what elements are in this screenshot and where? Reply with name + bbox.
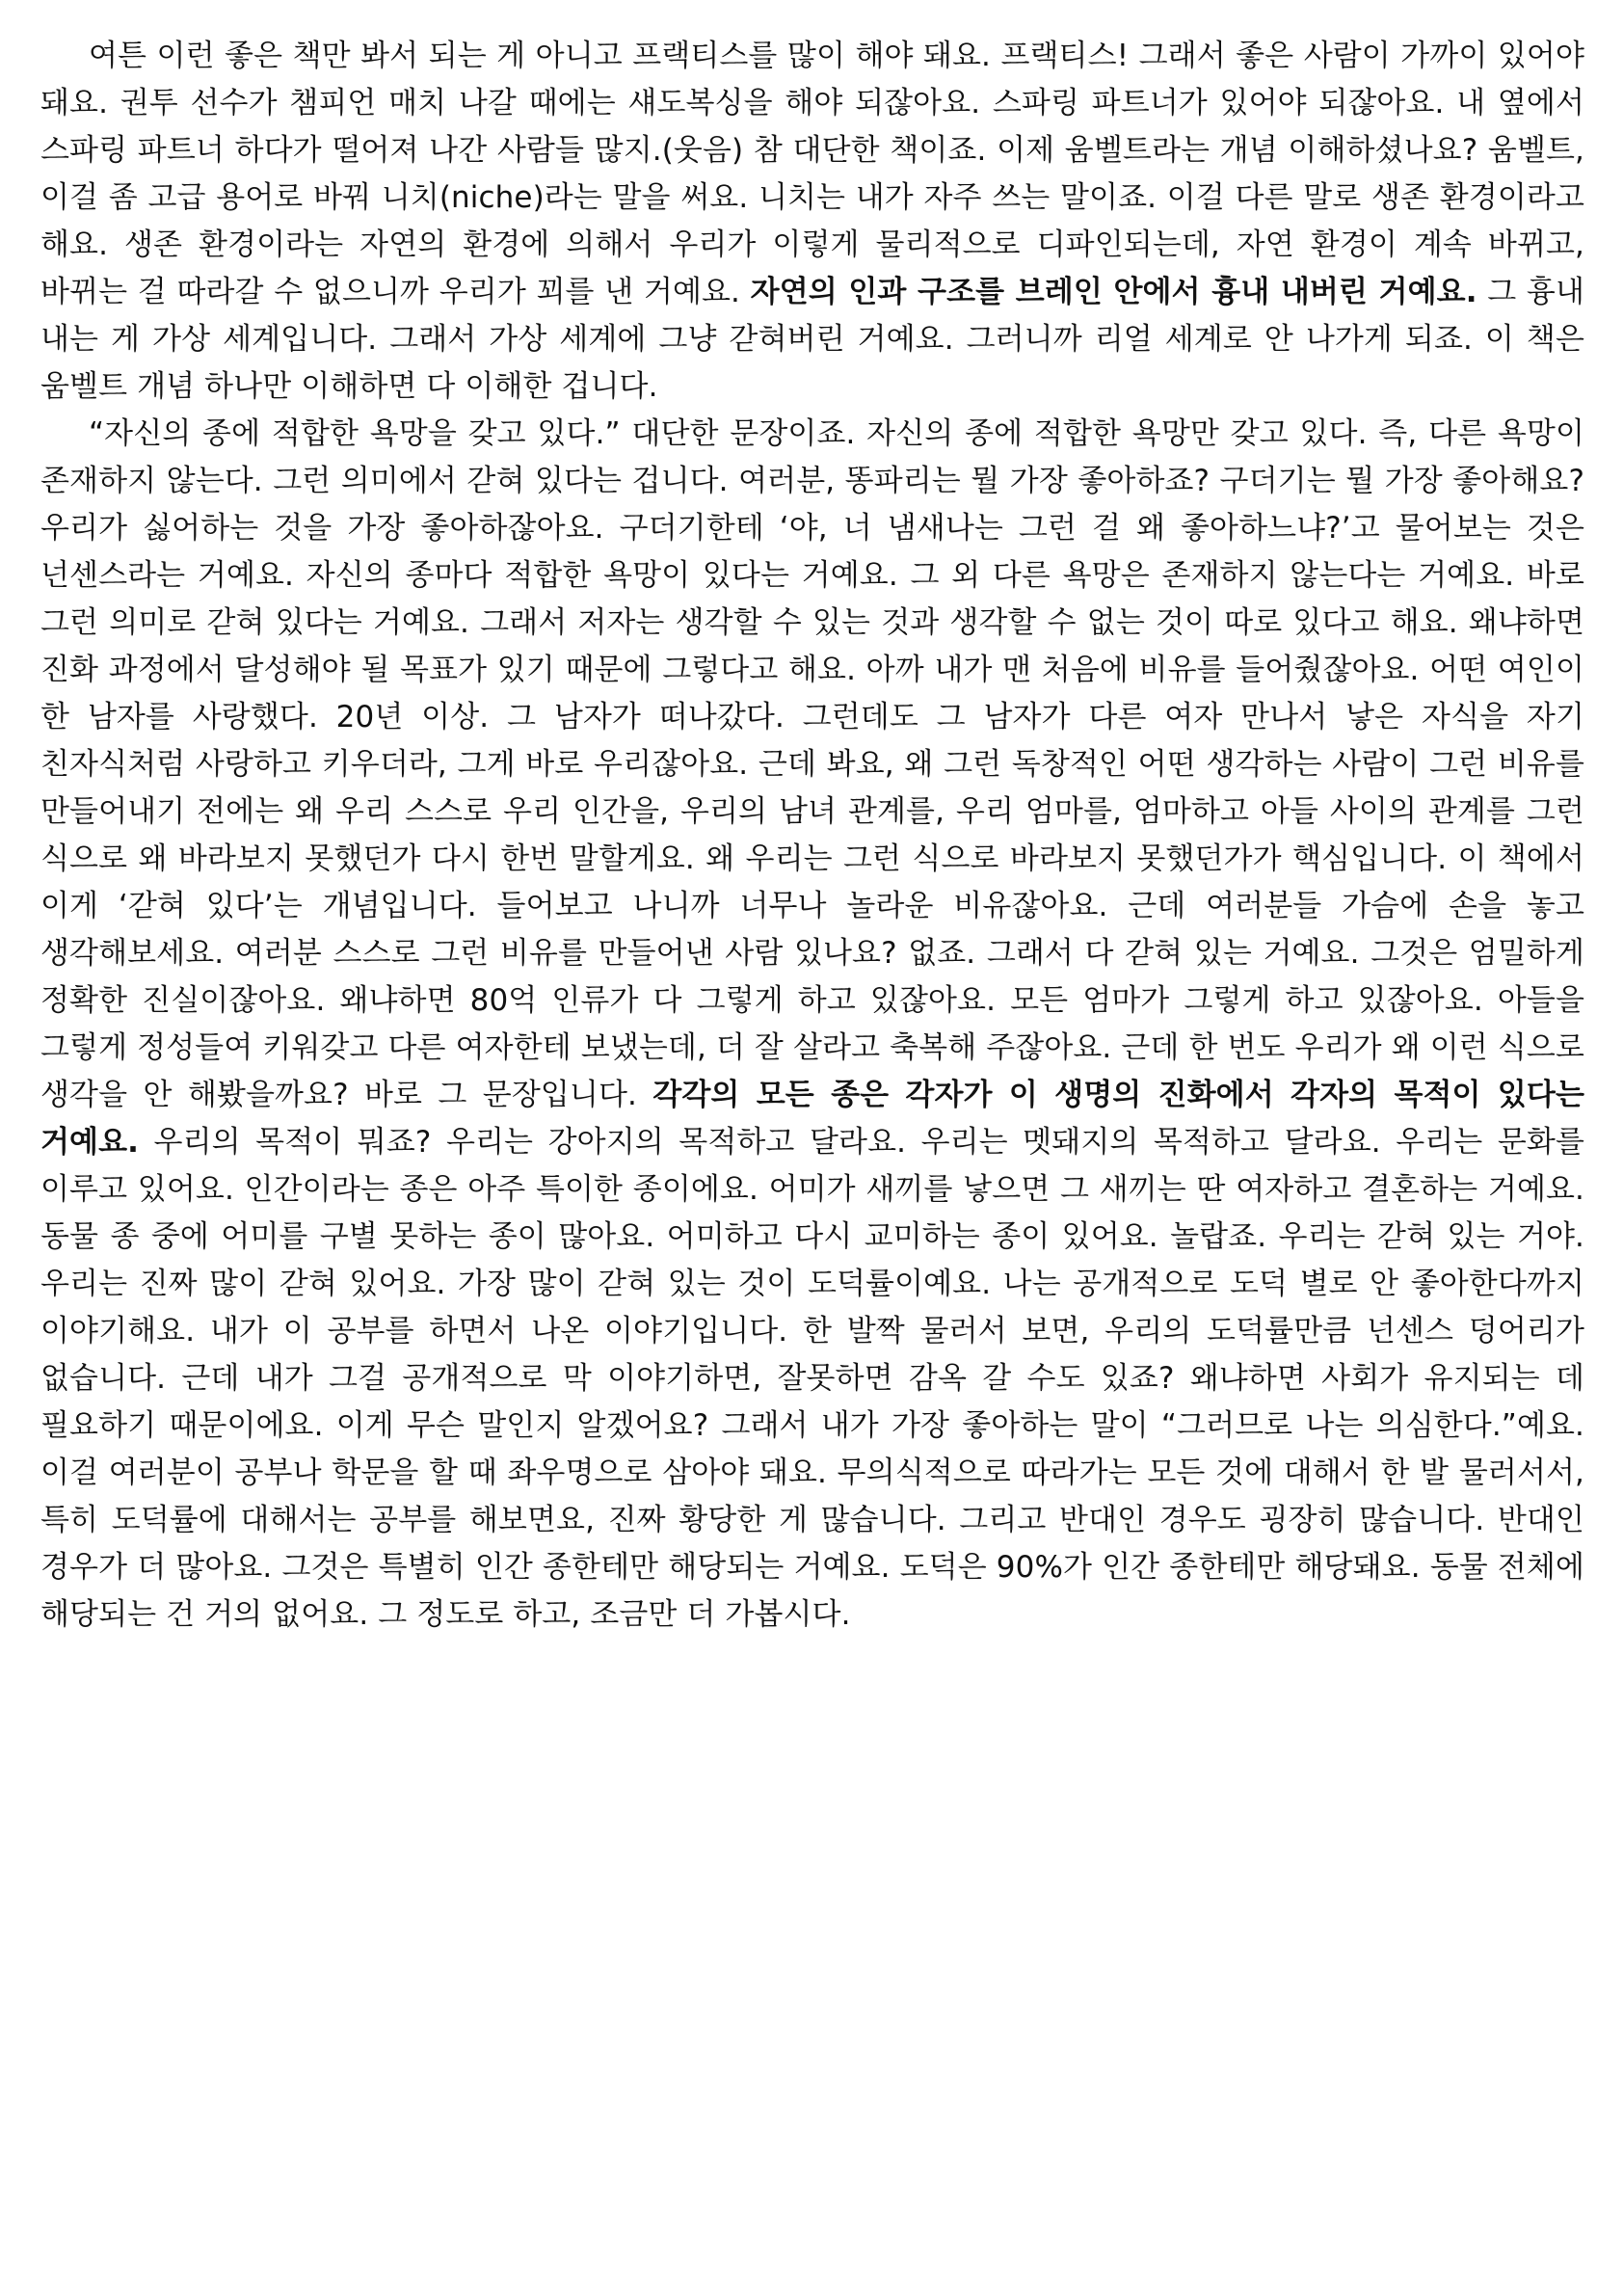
paragraph-text: 그 흉내 내는 게 가상 세계입니다. 그래서 가상 세계에 그냥 갇혀버린 거예요. 그러니까 리얼 세계로 안 나가게 되죠. 이 책은 움벨트 개념 하나만 이해하면 다 이해한 겁니다. xyxy=(40,275,1584,404)
paragraph-species-desire xyxy=(40,411,1584,1639)
paragraph-umwelt xyxy=(40,33,1584,411)
bold-emphasis-text: 각각의 모든 종은 각자가 이 생명의 진화에서 각자의 목적이 있다는 거예요. xyxy=(40,1078,1584,1160)
paragraph-text: 여튼 이런 좋은 책만 봐서 되는 게 아니고 프랙티스를 많이 해야 돼요. 프랙티스! 그래서 좋은 사람이 가까이 있어야 돼요. 권투 선수가 챔피언 매치 나갈 때에는 섀도복싱을 해야 되잖아요. 스파링 파트너가 있어야 되잖아요. 내 옆에서 스파링 파트너 하다가 떨어져 나간 사람들 많지.(웃음) 참 대단한 책이죠. 이제 움벨트라는 개념 이해하셨나요? 움벨트, 이걸 좀 고급 용어로 바꿔 니치(niche)라는 말을 써요. 니치는 내가 자주 쓰는 말이죠. 이걸 다른 말로 생존 환경이라고 해요. 생존 환경이라는 자연의 환경에 의해서 우리가 이렇게 물리적으로 디파인되는데, 자연 환경이 계속 바뀌고, 바뀌는 걸 따라갈 수 없으니까 우리가 꾀를 낸 거예요. xyxy=(40,39,1584,309)
paragraph-text: 우리의 목적이 뭐죠? 우리는 강아지의 목적하고 달라요. 우리는 멧돼지의 목적하고 달라요. 우리는 문화를 이루고 있어요. 인간이라는 종은 아주 특이한 종이에요. 어미가 새끼를 낳으면 그 새끼는 딴 여자하고 결혼하는 거예요. 동물 종 중에 어미를 구별 못하는 종이 많아요. 어미하고 다시 교미하는 종이 있어요. 놀랍죠. 우리는 갇혀 있는 거야. 우리는 진짜 많이 갇혀 있어요. 가장 많이 갇혀 있는 것이 도덕률이예요. 나는 공개적으로 도덕 별로 안 좋아한다까지 이야기해요. 내가 이 공부를 하면서 나온 이야기입니다. 한 발짝 물러서 보면, 우리의 도덕률만큼 넌센스 덩어리가 없습니다. 근데 내가 그걸 공개적으로 막 이야기하면, 잘못하면 감옥 갈 수도 있죠? 왜냐하면 사회가 유지되는 데 필요하기 때문이에요. 이게 무슨 말인지 알겠어요? 그래서 내가 가장 좋아하는 말이 “그러므로 나는 의심한다.”예요. 이걸 여러분이 공부나 학문을 할 때 좌우명으로 삼아야 돼요. 무의식적으로 따라가는 모든 것에 대해서 한 발 물러서서, 특히 도덕률에 대해서는 공부를 해보면요, 진짜 황당한 게 많습니다. 그리고 반대인 경우도 굉장히 많습니다. 반대인 경우가 더 많아요. 그것은 특별히 인간 종한테만 해당되는 거예요. 도덕은 90%가 인간 종한테만 해당돼요. 동물 전체에 해당되는 건 거의 없어요. 그 정도로 하고, 조금만 더 가봅시다. xyxy=(40,1125,1584,1632)
paragraph-text: “자신의 종에 적합한 욕망을 갖고 있다.” 대단한 문장이죠. 자신의 종에 적합한 욕망만 갖고 있다. 즉, 다른 욕망이 존재하지 않는다. 그런 의미에서 갇혀 있다는 겁니다. 여러분, 똥파리는 뭘 가장 좋아하죠? 구더기는 뭘 가장 좋아해요? 우리가 싫어하는 것을 가장 좋아하잖아요. 구더기한테 ‘야, 너 냄새나는 그런 걸 왜 좋아하느냐?’고 물어보는 것은 넌센스라는 거예요. 자신의 종마다 적합한 욕망이 있다는 거예요. 그 외 다른 욕망은 존재하지 않는다는 거예요. 바로 그런 의미로 갇혀 있다는 거예요. 그래서 저자는 생각할 수 있는 것과 생각할 수 없는 것이 따로 있다고 해요. 왜냐하면 진화 과정에서 달성해야 될 목표가 있기 때문에 그렇다고 해요. 아까 내가 맨 처음에 비유를 들어줬잖아요. 어떤 여인이 한 남자를 사랑했다. 20년 이상. 그 남자가 떠나갔다. 그런데도 그 남자가 다른 여자 만나서 낳은 자식을 자기 친자식처럼 사랑하고 키우더라, 그게 바로 우리잖아요. 근데 봐요, 왜 그런 독창적인 어떤 생각하는 사람이 그런 비유를 만들어내기 전에는 왜 우리 스스로 우리 인간을, 우리의 남녀 관계를, 우리 엄마를, 엄마하고 아들 사이의 관계를 그런 식으로 왜 바라보지 못했던가 다시 한번 말할게요. 왜 우리는 그런 식으로 바라보지 못했던가가 핵심입니다. 이 책에서 이게 ‘갇혀 있다’는 개념입니다. 들어보고 나니까 너무나 놀라운 비유잖아요. 근데 여러분들 가슴에 손을 놓고 생각해보세요. 여러분 스스로 그런 비유를 만들어낸 사람 있나요? 없죠. 그래서 다 갇혀 있는 거예요. 그것은 엄밀하게 정확한 진실이잖아요. 왜냐하면 80억 인류가 다 그렇게 하고 있잖아요. 모든 엄마가 그렇게 하고 있잖아요. 아들을 그렇게 정성들여 키워갖고 다른 여자한테 보냈는데, 더 잘 살라고 축복해 주잖아요. 근데 한 번도 우리가 왜 이런 식으로 생각을 안 해봤을까요? 바로 그 문장입니다. xyxy=(40,416,1584,1112)
bold-emphasis-text: 자연의 인과 구조를 브레인 안에서 흉내 내버린 거예요. xyxy=(750,275,1477,309)
